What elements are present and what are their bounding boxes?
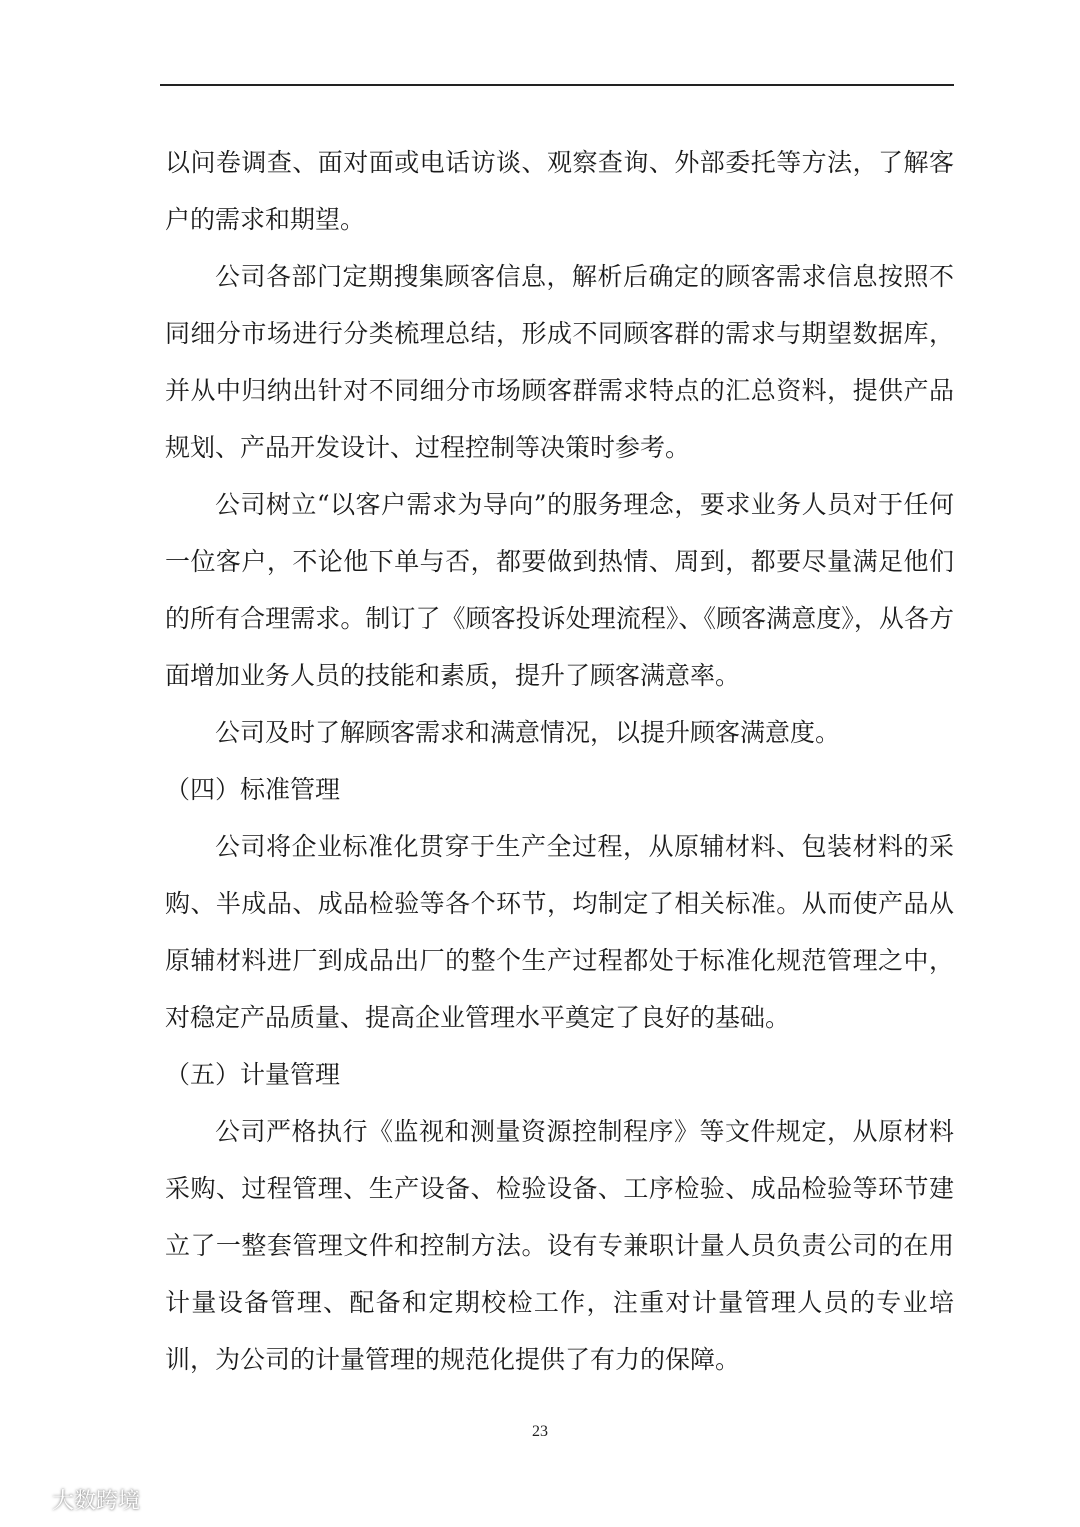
paragraph-intro: 以问卷调查、面对面或电话访谈、观察查询、外部委托等方法，了解客户的需求和期望。: [165, 148, 954, 234]
document-body: [165, 134, 954, 1388]
section-heading-metrology: （五）计量管理: [165, 1060, 341, 1089]
watermark: [12, 1484, 140, 1515]
paragraph-service-concept: 公司树立“以客户需求为导向”的服务理念，要求业务人员对于任何一位客户，不论他下单与否，都要做到热情、周到，都要尽量满足他们的所有合理需求。制订了《顾客投诉处理流程》、《顾客满意度》，从各方面增加业务人员的技能和素质，提升了顾客满意率。: [165, 490, 954, 690]
weibo-chat-icon: [12, 1487, 46, 1513]
paragraph-satisfaction: 公司及时了解顾客需求和满意情况，以提升顾客满意度。: [215, 718, 841, 747]
page-number: 23: [532, 1423, 548, 1440]
watermark-text: 大数跨境: [52, 1489, 141, 1514]
paragraph-customer-info: 公司各部门定期搜集顾客信息，解析后确定的顾客需求信息按照不同细分市场进行分类梳理总结，形成不同顾客群的需求与期望数据库，并从中归纳出针对不同细分市场顾客群需求特点的汇总资料，提供产品规划、产品开发设计、过程控制等决策时参考。: [165, 262, 954, 462]
paragraph-standards: 公司将企业标准化贯穿于生产全过程，从原辅材料、包装材料的采购、半成品、成品检验等各个环节，均制定了相关标准。从而使产品从原辅材料进厂到成品出厂的整个生产过程都处于标准化规范管理之中，对稳定产品质量、提高企业管理水平奠定了良好的基础。: [165, 832, 954, 1032]
header-rule: [160, 84, 954, 86]
section-heading-standards: （四）标准管理: [165, 775, 341, 804]
paragraph-metrology: 公司严格执行《监视和测量资源控制程序》等文件规定，从原材料采购、过程管理、生产设备、检验设备、工序检验、成品检验等环节建立了一整套管理文件和控制方法。设有专兼职计量人员负责公司的在用计量设备管理、配备和定期校检工作，注重对计量管理人员的专业培训，为公司的计量管理的规范化提供了有力的保障。: [165, 1117, 954, 1374]
